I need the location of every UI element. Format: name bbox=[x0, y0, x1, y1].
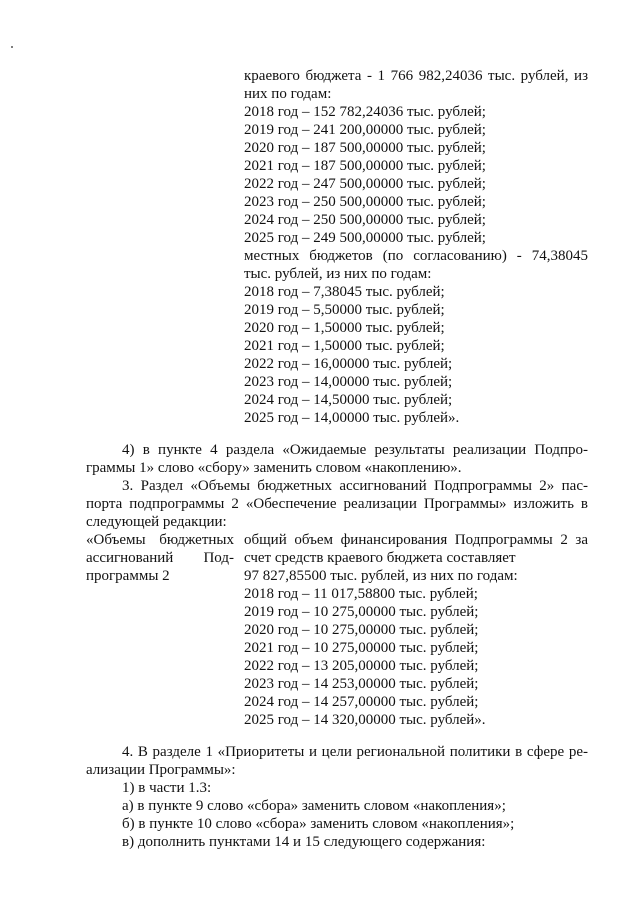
text-line: 2018 год – 7,38045 тыс. рублей; bbox=[244, 284, 445, 300]
text-line: в) дополнить пунктами 14 и 15 следующего содержания: bbox=[122, 834, 486, 850]
table-label-line: «Объемы бюджетных bbox=[86, 532, 234, 548]
text-line: 2018 год – 152 782,24036 тыс. рублей; bbox=[244, 104, 486, 120]
table-value-line: общий объем финансирования Подпрограммы 2 за bbox=[244, 532, 588, 548]
text-line: 2023 год – 250 500,00000 тыс. рублей; bbox=[244, 194, 486, 210]
text-line: б) в пункте 10 слово «сбора» заменить словом «накопления»; bbox=[122, 816, 515, 832]
text-line: тыс. рублей, из них по годам: bbox=[244, 266, 432, 282]
text-line: граммы 1» слово «сбору» заменить словом «накоплению». bbox=[86, 460, 462, 476]
text-line: 2023 год – 14,00000 тыс. рублей; bbox=[244, 374, 453, 390]
text-line: 2022 год – 16,00000 тыс. рублей; bbox=[244, 356, 453, 372]
table-value-line: 2021 год – 10 275,00000 тыс. рублей; bbox=[244, 640, 479, 656]
text-line: следующей редакции: bbox=[86, 514, 227, 530]
text-line: 1) в части 1.3: bbox=[122, 780, 212, 796]
table-value-line: счет средств краевого бюджета составляет bbox=[244, 550, 516, 566]
text-line: 2022 год – 247 500,00000 тыс. рублей; bbox=[244, 176, 486, 192]
text-line: 2025 год – 249 500,00000 тыс. рублей; bbox=[244, 230, 486, 246]
text-line: 4. В разделе 1 «Приоритеты и цели региональной политики в сфере ре- bbox=[122, 744, 588, 760]
text-line: 2025 год – 14,00000 тыс. рублей». bbox=[244, 410, 460, 426]
text-line: 2020 год – 187 500,00000 тыс. рублей; bbox=[244, 140, 486, 156]
table-value-line: 2024 год – 14 257,00000 тыс. рублей; bbox=[244, 694, 479, 710]
text-line: 2024 год – 250 500,00000 тыс. рублей; bbox=[244, 212, 486, 228]
text-line: 2019 год – 5,50000 тыс. рублей; bbox=[244, 302, 445, 318]
table-label-line: программы 2 bbox=[86, 568, 170, 584]
text-line: 2024 год – 14,50000 тыс. рублей; bbox=[244, 392, 453, 408]
text-line: ализации Программы»: bbox=[86, 762, 236, 778]
table-value-line: 2018 год – 11 017,58800 тыс. рублей; bbox=[244, 586, 478, 602]
text-line: краевого бюджета - 1 766 982,24036 тыс. рублей, из bbox=[244, 68, 588, 84]
table-value-line: 97 827,85500 тыс. рублей, из них по годам: bbox=[244, 568, 518, 584]
text-line: 4) в пункте 4 раздела «Ожидаемые результаты реализации Подпро- bbox=[122, 442, 588, 458]
table-value-line: 2022 год – 13 205,00000 тыс. рублей; bbox=[244, 658, 479, 674]
table-value-line: 2023 год – 14 253,00000 тыс. рублей; bbox=[244, 676, 479, 692]
text-line: порта подпрограммы 2 «Обеспечение реализации Программы» изложить в bbox=[86, 496, 588, 512]
table-label-line: ассигнований Под- bbox=[86, 550, 234, 566]
scan-speck bbox=[11, 46, 13, 48]
text-line: 2020 год – 1,50000 тыс. рублей; bbox=[244, 320, 445, 336]
text-line: них по годам: bbox=[244, 86, 332, 102]
text-line: местных бюджетов (по согласованию) - 74,38045 bbox=[244, 248, 588, 264]
text-line: а) в пункте 9 слово «сбора» заменить словом «накопления»; bbox=[122, 798, 506, 814]
text-line: 2021 год – 1,50000 тыс. рублей; bbox=[244, 338, 445, 354]
text-line: 2021 год – 187 500,00000 тыс. рублей; bbox=[244, 158, 486, 174]
text-line: 2019 год – 241 200,00000 тыс. рублей; bbox=[244, 122, 486, 138]
text-line: 3. Раздел «Объемы бюджетных ассигнований Подпрограммы 2» пас- bbox=[122, 478, 588, 494]
table-value-line: 2020 год – 10 275,00000 тыс. рублей; bbox=[244, 622, 479, 638]
table-value-line: 2019 год – 10 275,00000 тыс. рублей; bbox=[244, 604, 479, 620]
table-value-line: 2025 год – 14 320,00000 тыс. рублей». bbox=[244, 712, 486, 728]
